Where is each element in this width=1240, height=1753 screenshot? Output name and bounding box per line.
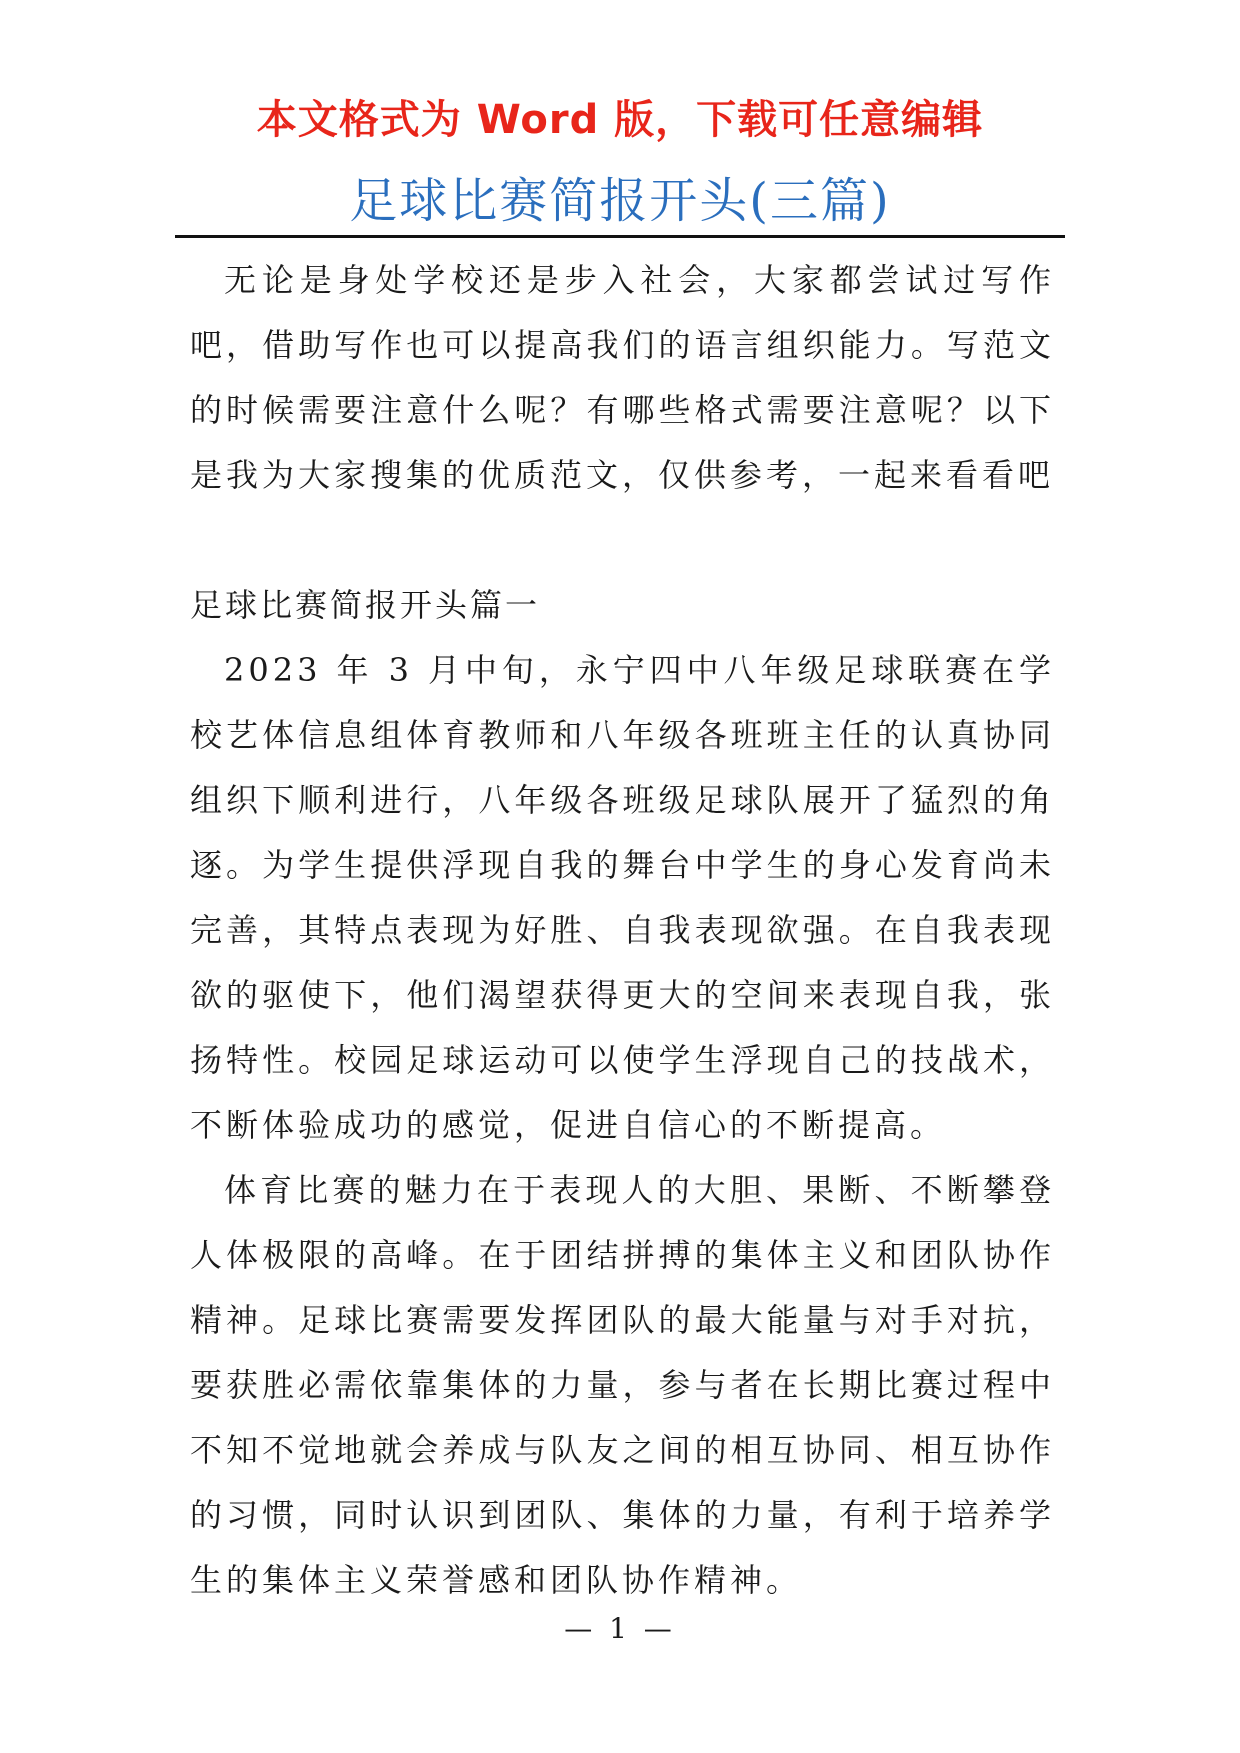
page-number: — 1 — [564, 1612, 676, 1645]
document-title: 足球比赛简报开头(三篇) [349, 173, 891, 229]
intro-paragraph: 无论是身处学校还是步入社会，大家都尝试过写作吧，借助写作也可以提高我们的语言组织能力。写范文的时候需要注意什么呢？有哪些格式需要注意呢？以下是我为大家搜集的优质范文，仅供参考，一起来看看吧 [190, 261, 1055, 494]
document-body [190, 248, 1055, 1613]
title-divider [175, 235, 1065, 238]
body-paragraph-2: 体育比赛的魅力在于表现人的大胆、果断、不断攀登人体极限的高峰。在于团结拼搏的集体主义和团队协作精神。足球比赛需要发挥团队的最大能量与对手对抗，要获胜必需依靠集体的力量，参与者在长期比赛过程中不知不觉地就会养成与队友之间的相互协同、相互协作的习惯，同时认识到团队、集体的力量，有利于培养学生的集体主义荣誉感和团队协作精神。 [190, 1171, 1055, 1599]
editable-notice-banner: 本文格式为 Word 版，下载可任意编辑 [256, 97, 984, 143]
body-paragraph-1: 2023 年 3 月中旬，永宁四中八年级足球联赛在学校艺体信息组体育教师和八年级各班班主任的认真协同组织下顺利进行，八年级各班级足球队展开了猛烈的角逐。为学生提供浮现自我的舞台中学生的身心发育尚未完善，其特点表现为好胜、自我表现欲强。在自我表现欲的驱使下，他们渴望获得更大的空间来表现自我，张扬特性。校园足球运动可以使学生浮现自己的技战术，不断体验成功的感觉，促进自信心的不断提高。 [190, 651, 1055, 1144]
section-heading: 足球比赛简报开头篇一 [190, 586, 541, 624]
